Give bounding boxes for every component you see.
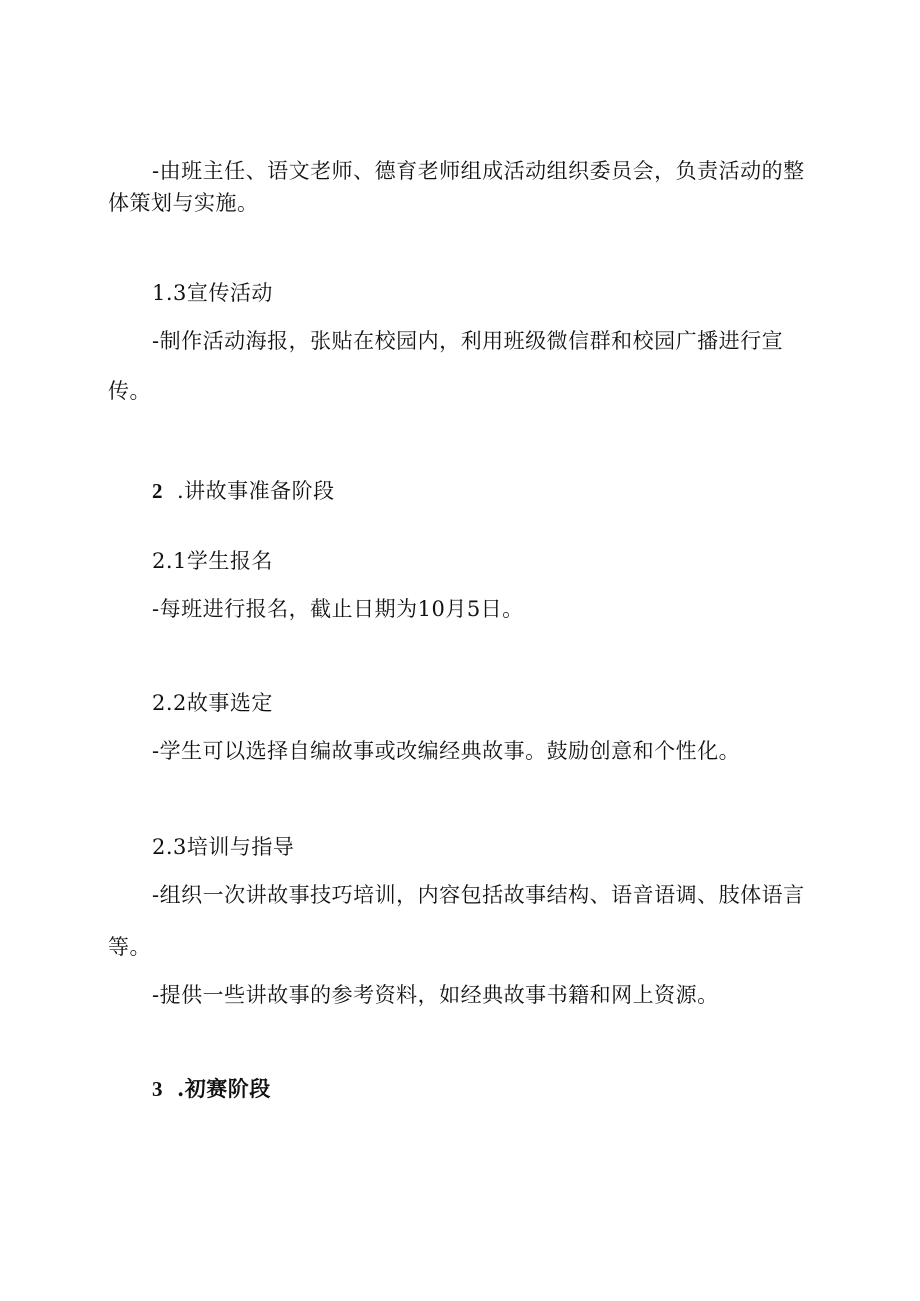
- committee-text-line2: 体策划与实施。: [108, 191, 259, 215]
- section-2-3-text1-line1: -组织一次讲故事技巧培训，内容包括故事结构、语音语调、肢体语言: [152, 883, 805, 907]
- section-1-3-heading: 1.3宣传活动: [152, 281, 273, 305]
- section-2-2-text: -学生可以选择自编故事或改编经典故事。鼓励创意和个性化。: [152, 739, 741, 763]
- committee-text-line1: -由班主任、语文老师、德育老师组成活动组织委员会，负责活动的整: [152, 159, 805, 183]
- section-1-3-text-line2: 传。: [108, 379, 151, 403]
- section-2-1-heading: 2.1学生报名: [152, 549, 273, 573]
- section-2-2-heading: 2.2故事选定: [152, 691, 273, 715]
- section-2-3-text2: -提供一些讲故事的参考资料，如经典故事书籍和网上资源。: [152, 983, 719, 1007]
- section-2-number: 2: [152, 479, 163, 503]
- section-3-heading: [152, 1074, 271, 1104]
- section-2-title: .讲故事准备阶段: [177, 479, 335, 503]
- section-1-3-text-line1: -制作活动海报，张贴在校园内，利用班级微信群和校园广播进行宣: [152, 329, 784, 353]
- section-2-3-heading: 2.3培训与指导: [152, 835, 295, 859]
- section-3-number: 3: [152, 1077, 163, 1101]
- section-2-heading: [152, 476, 335, 506]
- section-2-3-text1-line2: 等。: [108, 935, 151, 959]
- section-3-title: .初赛阶段: [177, 1076, 271, 1101]
- section-2-1-text: -每班进行报名，截止日期为10月5日。: [152, 597, 524, 621]
